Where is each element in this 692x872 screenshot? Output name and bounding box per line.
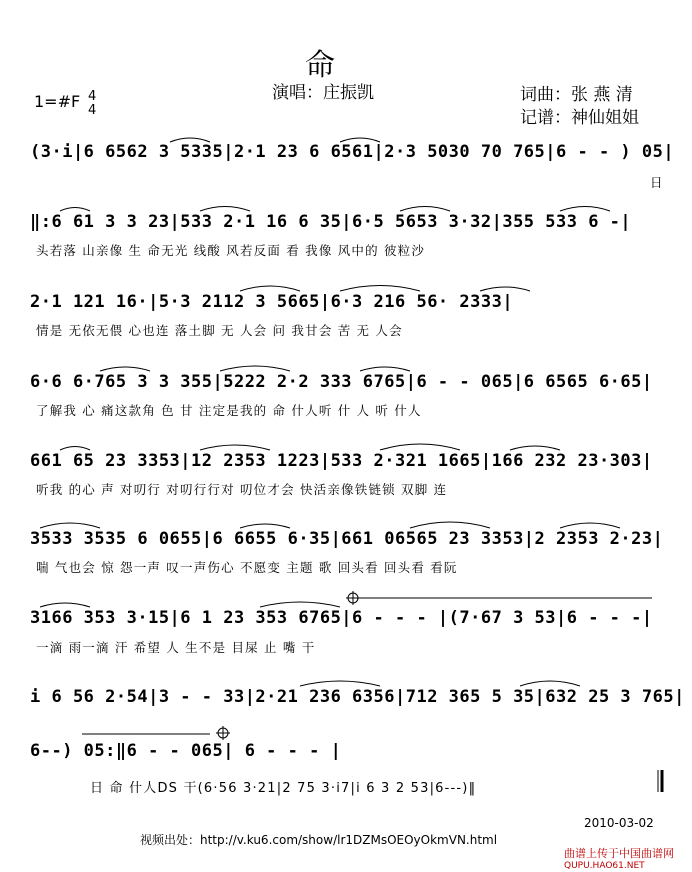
watermark bbox=[564, 848, 674, 872]
singer-credit: 演唱：庄振凯 bbox=[272, 83, 374, 103]
song-title: 命 bbox=[305, 48, 336, 83]
lyric-row-4: 了解我 心 痛这款角 色 甘 注定是我的 命 什人听 什 人 听 什人 bbox=[36, 403, 422, 418]
notation-row-4: 6·6 6·765 3 3 355|5222 2·2 333 6765|6 - - 065|6 6565 6·65| bbox=[30, 372, 653, 392]
watermark-text: 曲谱上传于中国曲谱网 bbox=[564, 847, 674, 860]
meter-bottom: 4 bbox=[88, 103, 97, 118]
watermark-url: QUPU.HAO61.NET bbox=[564, 861, 645, 871]
video-source-link[interactable]: 视频出处：http://v.ku6.com/show/lr1DZMsOEOyOkmVN.html bbox=[140, 833, 498, 847]
transcription-date: 2010-03-02 bbox=[584, 816, 654, 830]
notation-row-3: 2·1 121 16·|5·3 2112 3 5665|6·3 216 56· 2333| bbox=[30, 292, 514, 312]
notation-row-5: 661 65 23 3353|12 2353 1223|533 2·321 1665|166 232 23·303| bbox=[30, 451, 653, 471]
lyric-row-5: 听我 的心 声 对叨行 对叨行行对 叨位才会 快活亲像铁链锁 双脚 连 bbox=[36, 482, 448, 497]
notation-row-7: 3166 353 3·15|6 1 23 353 6765|6 - - - |(7·67 3 53|6 - - -| bbox=[30, 608, 653, 628]
notation-row-6: 3533 3535 6 0655|6 6655 6·35|661 06565 23 3353|2 2353 2·23| bbox=[30, 529, 664, 549]
notation-row-2: ‖:6 61 3 3 23|533 2·1 16 6 35|6·5 5653 3·32|355 533 6 -| bbox=[30, 212, 632, 232]
key-signature: 1=#F bbox=[34, 92, 81, 111]
transcriber-credit: 记谱：神仙姐姐 bbox=[520, 108, 639, 128]
lyric-row-3: 情是 无依无偎 心也连 落土脚 无 人会 问 我甘会 苦 无 人会 bbox=[36, 323, 403, 338]
lyric-row-7: 一滴 雨一滴 汗 希望 人 生不是 目屎 止 嘴 干 bbox=[36, 640, 316, 655]
lyric-row-9: 日 命 什人DS 干(6·56 3·21|2 75 3·i7|i 6 3 2 53|6---)‖ bbox=[90, 781, 477, 796]
meter-top: 4 bbox=[88, 89, 97, 104]
lyricist-composer-credit: 词曲：张 燕 清 bbox=[520, 85, 633, 105]
lyric-row-6: 喘 气也会 惊 怨一声 叹一声伤心 不愿变 主题 歌 回头看 回头看 看阮 bbox=[36, 560, 458, 575]
lyric-row-1: 日 bbox=[650, 175, 664, 190]
notation-row-1: (3·i|6 6562 3 5335|2·1 23 6 6561|2·3 5030 70 765|6 - - ) 05| bbox=[30, 142, 675, 162]
notation-row-9: 6--) 05:‖6 - - 065| 6 - - - | bbox=[30, 741, 342, 761]
lyric-row-2: 头若落 山亲像 生 命无光 线酸 风若反面 看 我像 风中的 彼粒沙 bbox=[36, 243, 426, 258]
notation-row-8: i 6 56 2·54|3 - - 33|2·21 236 6356|712 365 5 35|632 25 3 765| bbox=[30, 687, 685, 707]
